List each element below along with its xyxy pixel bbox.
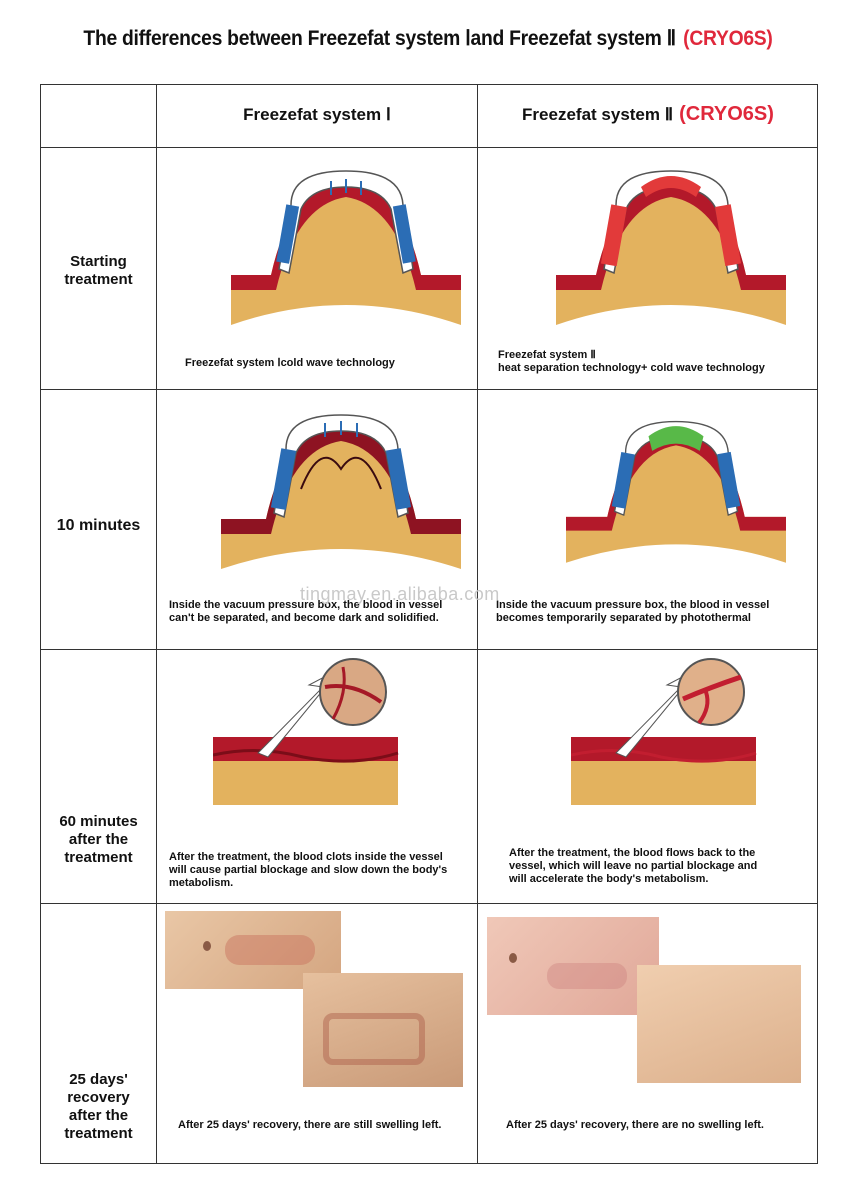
- table-divider: [41, 903, 817, 904]
- column-header-system1-label: Freezefat system Ⅰ: [243, 105, 391, 124]
- illustration-cold-applicator-10min: [221, 409, 461, 579]
- caption-row1-system1-text: Freezefat system Ⅰcold wave technology: [185, 357, 395, 369]
- caption-row2-system2-text: Inside the vacuum pressure box, the blood in vessel becomes temporarily separated by photothermal: [496, 599, 770, 624]
- column-header-system2-accent: (CRYO6S): [679, 103, 774, 125]
- caption-row3-system1: [169, 851, 474, 890]
- caption-row3-system2-text: After the treatment, the blood flows back to the vessel, which will leave no partial blockage and will accelerate the body's metabolism.: [509, 847, 758, 885]
- row-label-starting: [41, 253, 156, 289]
- page-title: [34, 26, 822, 51]
- illustration-vessel-clear: [571, 657, 761, 807]
- column-header-system2: [478, 103, 818, 126]
- caption-row1-system1: [185, 357, 475, 370]
- caption-row1-system2-text: Freezefat system Ⅱ heat separation technology+ cold wave technology: [498, 349, 765, 374]
- column-header-system1: [157, 105, 477, 125]
- row-label-starting-text: Starting treatment: [64, 253, 133, 288]
- illustration-cold-applicator-start: [231, 165, 461, 335]
- comparison-table: [40, 84, 818, 1164]
- table-divider: [41, 147, 817, 148]
- row-label-25days: [41, 1071, 156, 1143]
- photo-abdomen-swelling-2: [303, 973, 463, 1087]
- row-label-60min-text: 60 minutes after the treatment: [59, 813, 138, 866]
- row-label-10min: [41, 517, 156, 535]
- row-label-25days-text: 25 days' recovery after the treatment: [64, 1071, 133, 1142]
- page-title-main: The differences between Freezefat system Ⅰand Freezefat system Ⅱ: [83, 27, 676, 50]
- caption-row4-system1: [178, 1119, 473, 1132]
- photo-abdomen-clear-2: [637, 965, 801, 1083]
- caption-row4-system1-text: After 25 days' recovery, there are still swelling left.: [178, 1119, 442, 1131]
- caption-row4-system2: [506, 1119, 816, 1132]
- row-label-10min-text: 10 minutes: [56, 517, 141, 534]
- illustration-green-applicator-10min: [566, 409, 786, 579]
- photo-abdomen-clear-1: [487, 917, 659, 1015]
- illustration-heat-applicator-start: [556, 165, 786, 335]
- page-title-accent: (CRYO6S): [683, 27, 773, 50]
- caption-row3-system1-text: After the treatment, the blood clots inside the vessel will cause partial blockage and slow down the body's metabolism.: [169, 851, 448, 889]
- table-divider: [477, 85, 478, 1163]
- table-divider: [41, 389, 817, 390]
- watermark: tingmay.en.alibaba.com: [300, 584, 500, 604]
- row-label-60min: [41, 813, 156, 867]
- table-divider: [156, 85, 157, 1163]
- column-header-system2-label: Freezefat system Ⅱ: [522, 105, 674, 124]
- table-divider: [41, 649, 817, 650]
- caption-row4-system2-text: After 25 days' recovery, there are no swelling left.: [506, 1119, 764, 1131]
- caption-row2-system2: [496, 599, 816, 625]
- caption-row1-system2: [498, 349, 813, 375]
- caption-row3-system2: [509, 847, 814, 886]
- illustration-vessel-blocked: [213, 657, 403, 807]
- caption-row2-system1-text: Inside the vacuum pressure box, the blood in vessel can't be separated, and become dark and solidified.: [169, 599, 443, 624]
